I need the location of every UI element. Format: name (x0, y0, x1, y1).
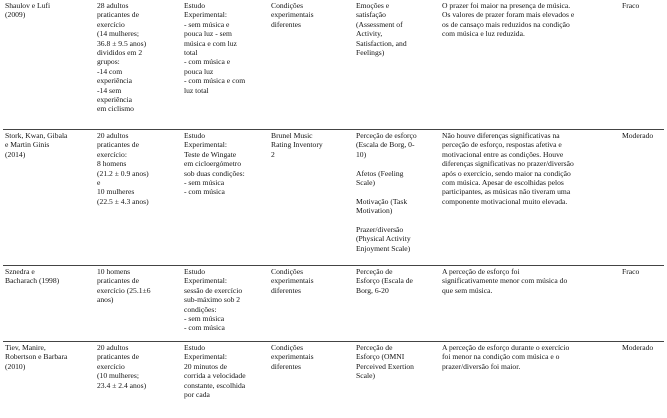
study-cell: Sznedra e Bacharach (1998) (3, 266, 95, 342)
studies-table (3, 0, 664, 403)
sample-cell: 20 adultos praticantes de exercício (10 mulheres; 23.4 ± 2.4 anos) (95, 342, 182, 404)
sample-cell: 20 adultos praticantes de exercício: 8 homens (21.2 ± 0.9 anos) e 10 mulheres (22.5 ± 4.3 anos) (95, 130, 182, 266)
design-cell: Estudo Experimental: sessão de exercício sub-máximo sob 2 condições: - sem música - com música (182, 266, 269, 342)
quality-cell: Moderado (620, 342, 664, 404)
quality-cell: Fraco (620, 266, 664, 342)
sample-cell: 28 adultos praticantes de exercício (14 mulheres; 36.8 ± 9.5 anos) divididos em 2 grupos: -14 com experiência -14 sem experiência em ciclismo (95, 0, 182, 130)
measures-cell: Perceção de Esforço (Escala de Borg, 6-20 (354, 266, 440, 342)
results-cell: A perceção de esforço durante o exercício foi menor na condição com música e o prazer/diversão foi maior. (440, 342, 620, 404)
results-cell: Não houve diferenças significativas na perceção de esforço, respostas afetiva e motivacional entre as condições. Houve diferenças significativas no prazer/diversão após o exercício, sendo maior na condição com música. Apesar de escolhidas pelos participantes, as músicas não tiveram uma componente motivacional muito elevada. (440, 130, 620, 266)
sample-cell: 10 homens praticantes de exercício (25.1±6 anos) (95, 266, 182, 342)
measures-cell: Perceção de esforço (Escala de Borg, 0- 10) Afetos (Feeling Scale) Motivação (Task Motivation) Prazer/diversão (Physical Activity Enjoyment Scale) (354, 130, 440, 266)
quality-cell: Moderado (620, 130, 664, 266)
conditions-cell: Condições experimentais diferentes (269, 0, 354, 130)
conditions-cell: Brunel Music Rating Inventory 2 (269, 130, 354, 266)
table-row (3, 130, 664, 266)
results-cell: O prazer foi maior na presença de música. Os valores de prazer foram mais elevados e os de cansaço mais reduzidos na condição com música e luz reduzida. (440, 0, 620, 130)
results-cell: A perceção de esforço foi significativamente menor com música do que sem música. (440, 266, 620, 342)
table-row (3, 342, 664, 404)
study-cell: Stork, Kwan, Gibala e Martin Ginis (2014) (3, 130, 95, 266)
design-cell: Estudo Experimental: - sem música e pouca luz - sem música e com luz total - com música e pouca luz - com música e com luz total (182, 0, 269, 130)
design-cell: Estudo Experimental: 20 minutos de corrida a velocidade constante, escolhida por cada (182, 342, 269, 404)
table-row (3, 0, 664, 130)
study-cell: Tiev, Manire, Robertson e Barbara (2010) (3, 342, 95, 404)
table-row (3, 266, 664, 342)
study-cell: Shaulov e Lufi (2009) (3, 0, 95, 130)
conditions-cell: Condições experimentais diferentes (269, 342, 354, 404)
measures-cell: Perceção de Esforço (OMNI Perceived Exertion Scale) (354, 342, 440, 404)
measures-cell: Emoções e satisfação (Assessment of Activity, Satisfaction, and Feelings) (354, 0, 440, 130)
design-cell: Estudo Experimental: Teste de Wingate em cicloergómetro sob duas condições: - sem música - com música (182, 130, 269, 266)
conditions-cell: Condições experimentais diferentes (269, 266, 354, 342)
quality-cell: Fraco (620, 0, 664, 130)
